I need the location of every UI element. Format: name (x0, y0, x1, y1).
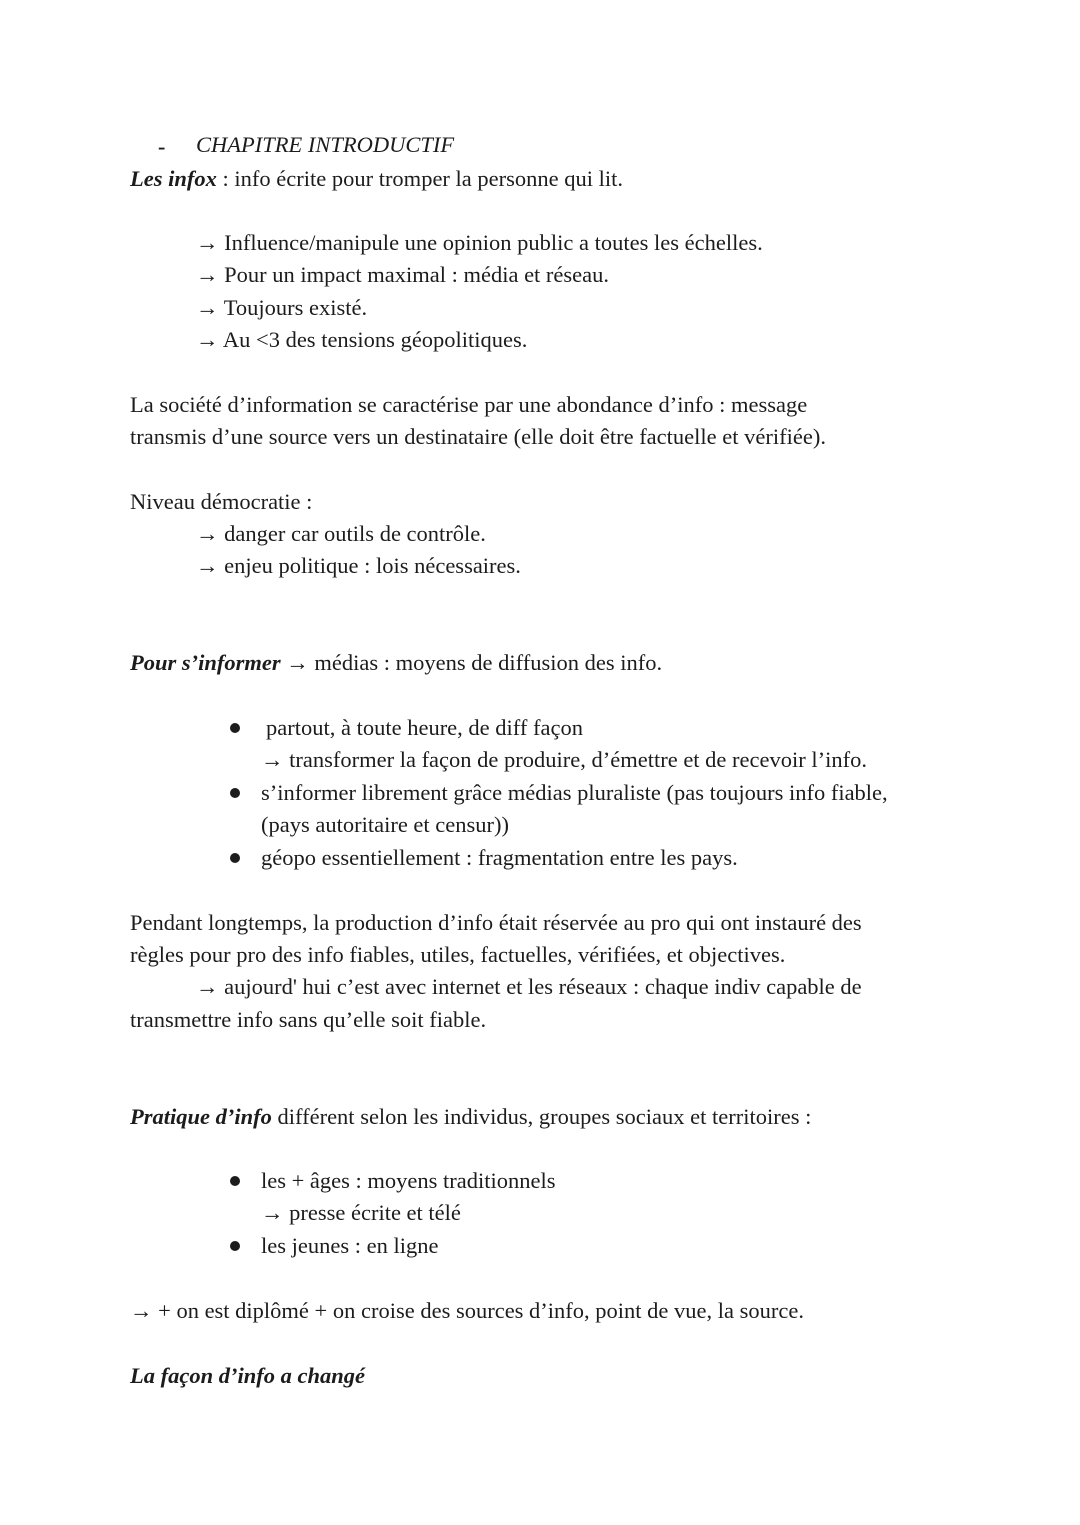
infox-point: → Toujours existé. (196, 295, 368, 320)
informer-term: Pour s’informer (130, 650, 281, 675)
informer-bullet: partout, à toute heure, de diff façon (266, 715, 583, 740)
pratique-conclusion: → + on est diplômé + on croise des sources d’info, point de vue, la source. (130, 1298, 804, 1323)
democratie-label: Niveau démocratie : (130, 489, 313, 514)
facon-title: La façon d’info a changé (130, 1363, 365, 1388)
bullet-dot (230, 723, 240, 733)
informer-line (130, 652, 662, 675)
societe-paragraph-line: transmis d’une source vers un destinataire (elle doit être factuelle et vérifiée). (130, 424, 826, 449)
infox-point: → Influence/manipule une opinion public a toutes les échelles. (196, 230, 763, 255)
societe-paragraph-line: La société d’information se caractérise par une abondance d’info : message (130, 392, 808, 417)
infox-point: → Pour un impact maximal : média et réseau. (196, 262, 610, 287)
informer-bullet: géopo essentiellement : fragmentation entre les pays. (261, 845, 738, 870)
pratique-line (130, 1106, 811, 1129)
infox-definition-line (130, 168, 623, 191)
infox-definition: : info écrite pour tromper la personne qui lit. (216, 166, 624, 191)
pratique-bullet: les + âges : moyens traditionnels (261, 1168, 556, 1193)
informer-bullet: s’informer librement grâce médias pluraliste (pas toujours info fiable, (261, 780, 888, 805)
informer-text: → médias : moyens de diffusion des info. (280, 650, 663, 675)
pratique-term: Pratique d’info (130, 1104, 272, 1129)
infox-point: → Au <3 des tensions géopolitiques. (196, 327, 528, 352)
infox-term: Les infox (130, 166, 217, 191)
democratie-point: → danger car outils de contrôle. (196, 521, 486, 546)
informer-bullet-cont: (pays autoritaire et censur)) (261, 812, 510, 837)
bullet-dot (230, 1176, 240, 1186)
bullet-dot (230, 1241, 240, 1251)
bullet-dot (230, 853, 240, 863)
pratique-bullet-sub: → presse écrite et télé (261, 1200, 461, 1225)
production-paragraph-line: → aujourd' hui c’est avec internet et les réseaux : chaque indiv capable de (196, 974, 862, 999)
pratique-text: différent selon les individus, groupes sociaux et territoires : (271, 1104, 812, 1129)
democratie-point: → enjeu politique : lois nécessaires. (196, 553, 521, 578)
production-paragraph-line: Pendant longtemps, la production d’info était réservée au pro qui ont instauré des (130, 910, 862, 935)
production-paragraph-line: transmettre info sans qu’elle soit fiable. (130, 1007, 487, 1032)
heading-dash: - (158, 134, 166, 159)
bullet-dot (230, 788, 240, 798)
chapter-title: CHAPITRE INTRODUCTIF (196, 132, 455, 157)
informer-bullet-sub: → transformer la façon de produire, d’émettre et de recevoir l’info. (261, 747, 867, 772)
pratique-bullet: les jeunes : en ligne (261, 1233, 439, 1258)
production-paragraph-line: règles pour pro des info fiables, utiles, factuelles, vérifiées, et objectives. (130, 942, 786, 967)
